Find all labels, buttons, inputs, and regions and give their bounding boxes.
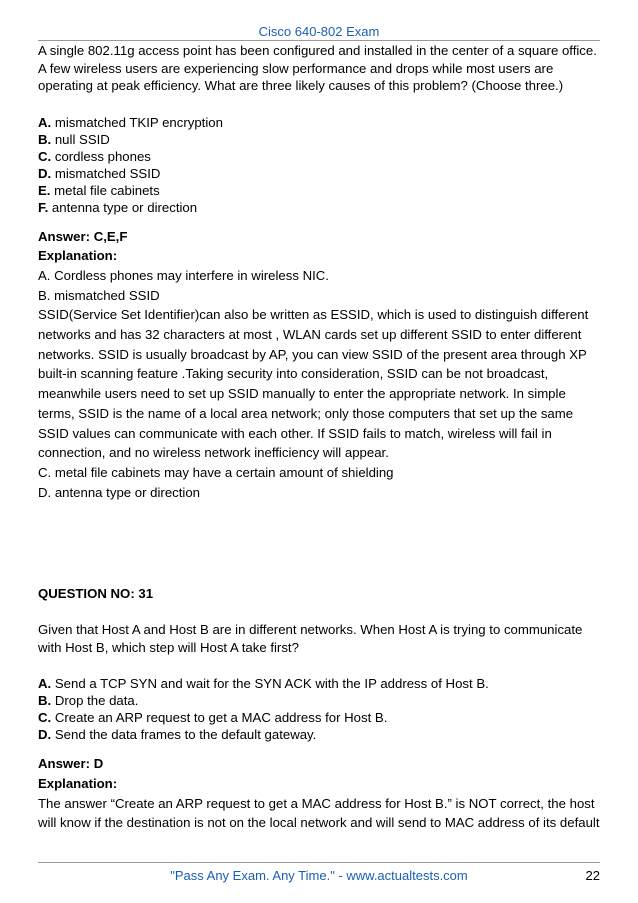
explanation-line: C. metal file cabinets may have a certain amount of shielding: [38, 464, 394, 480]
option-b: B. null SSID: [38, 131, 110, 147]
option-a: A. Send a TCP SYN and wait for the SYN ACK with the IP address of Host B.: [38, 676, 489, 692]
explanation-line: B. mismatched SSID: [38, 287, 160, 303]
footer-slogan: "Pass Any Exam. Any Time." - www.actualtests.com: [170, 868, 468, 883]
option-c: C. cordless phones: [38, 148, 151, 164]
page-number: 22: [585, 868, 600, 883]
question-30-text: A single 802.11g access point has been configured and installed in the center of a square office. A few wireless users are experiencing slow performance and drops while most users are operating at peak efficiency. What are three likely causes of this problem? (Choose three.): [38, 43, 597, 93]
question-31-options: [38, 675, 604, 743]
page-content: [38, 42, 604, 833]
option-e: E. metal file cabinets: [38, 182, 160, 198]
explanation-paragraph: SSID(Service Set Identifier)can also be written as ESSID, which is used to distinguish different networks and has 32 characters at most , WLAN cards set up different SSID to enter different networks. SSID is usually broadcast by AP, you can view SSID of the present area through XP built-in scanning feature .Taking security into consideration, SSID can be not broadcast, meanwhile users need to set up SSID manually to enter the appropriate network. In simple terms, SSID is the name of a local area network; only those computers that set up the same SSID values can communicate with each other. If SSID fails to match, wireless will fail in connection, and no wireless network inefficiency will appear.: [38, 307, 589, 461]
explanation-line: D. antenna type or direction: [38, 484, 201, 500]
option-b: B. Drop the data.: [38, 693, 139, 709]
question-31-answer: Answer: D: [38, 756, 104, 772]
question-31-heading: QUESTION NO: 31: [38, 586, 154, 602]
explanation-line: A. Cordless phones may interfere in wireless NIC.: [38, 267, 329, 283]
header-divider: [38, 40, 600, 41]
option-a: A. mismatched TKIP encryption: [38, 114, 223, 130]
question-30-explanation-label: Explanation:: [38, 248, 118, 264]
option-c: C. Create an ARP request to get a MAC address for Host B.: [38, 710, 388, 726]
question-31-explanation-label: Explanation:: [38, 776, 118, 792]
question-31-text: Given that Host A and Host B are in different networks. When Host A is trying to communicate with Host B, which step will Host A take first?: [38, 622, 583, 655]
page-header: Cisco 640-802 Exam: [258, 24, 380, 39]
option-d: D. mismatched SSID: [38, 165, 161, 181]
explanation-paragraph: The answer “Create an ARP request to get a MAC address for Host B.” is NOT correct, the host will know if the destination is not on the local network and will send to MAC address of its default: [38, 795, 600, 831]
footer-divider: [38, 862, 600, 863]
question-30-options: [38, 114, 604, 216]
option-f: F. antenna type or direction: [38, 199, 198, 215]
option-d: D. Send the data frames to the default gateway.: [38, 727, 317, 743]
question-30-answer: Answer: C,E,F: [38, 228, 128, 244]
